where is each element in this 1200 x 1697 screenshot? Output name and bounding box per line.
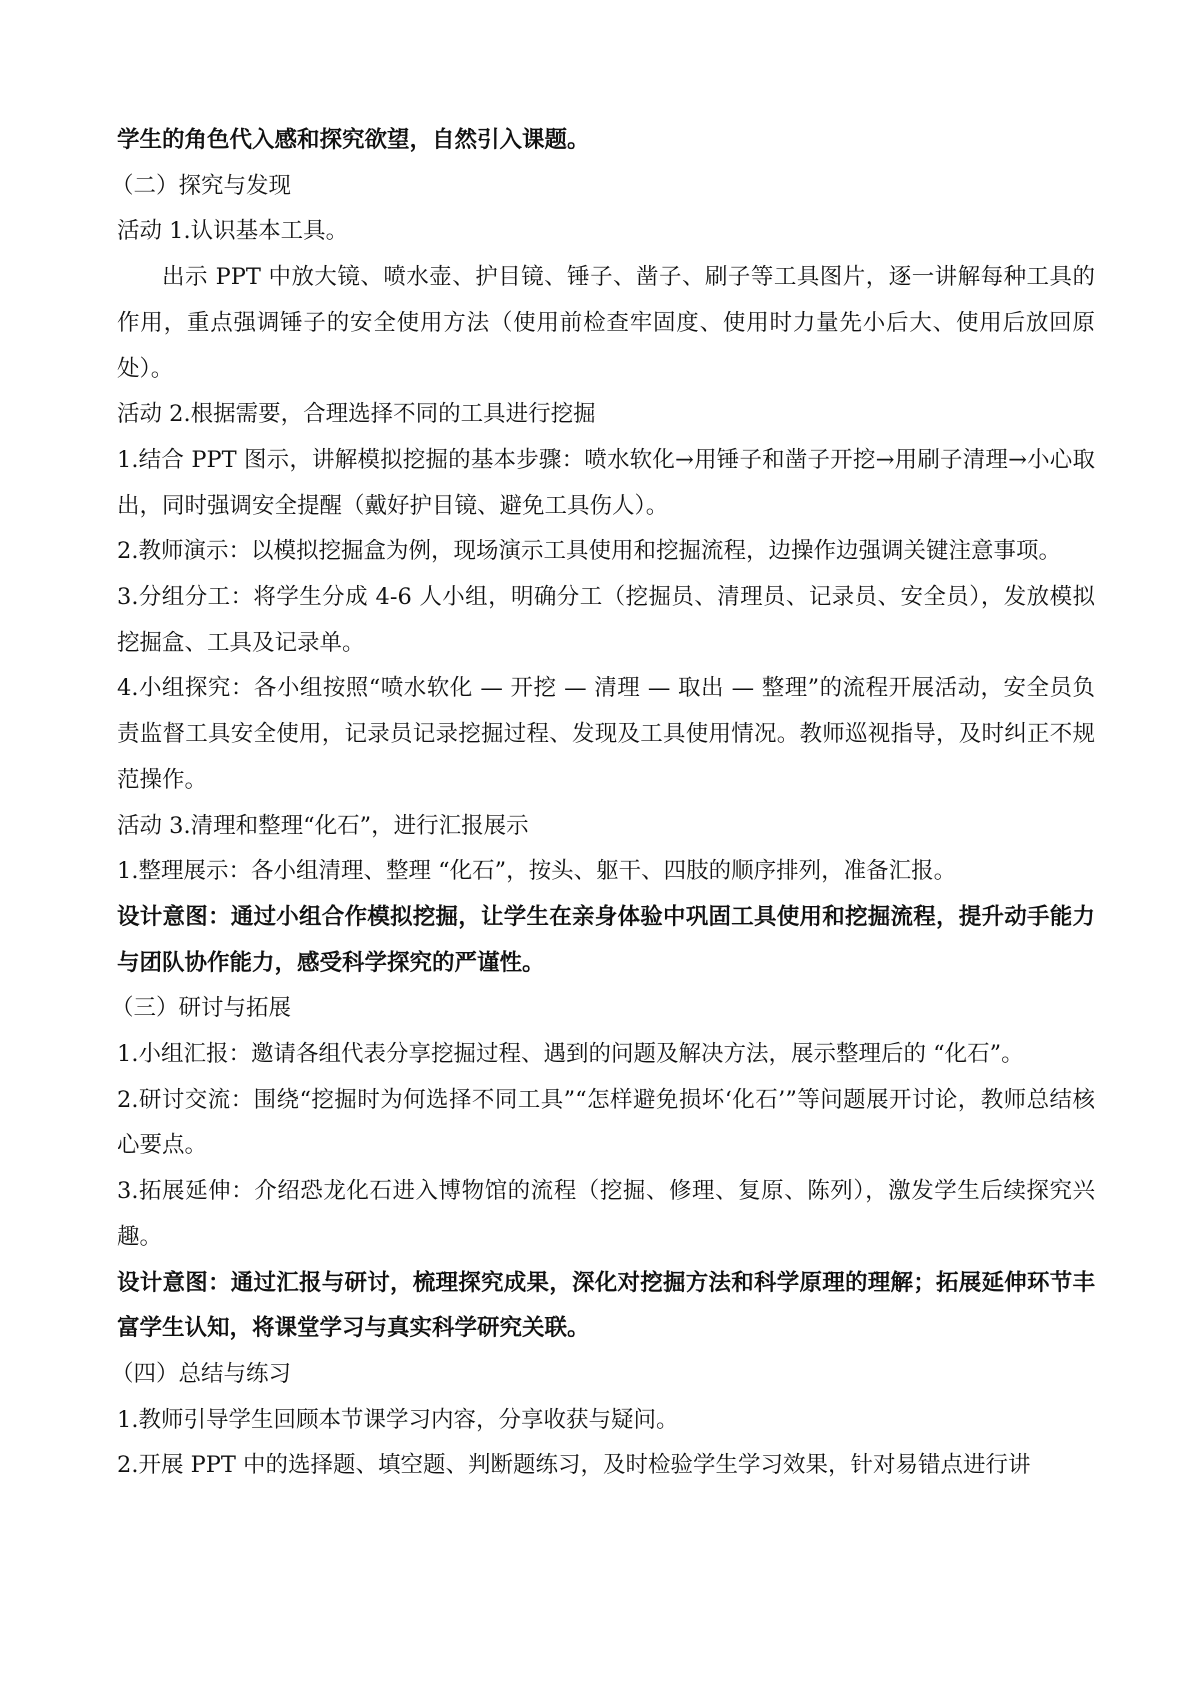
activity-3-step-1: 1.整理展示：各小组清理、整理 “化石”，按头、躯干、四肢的顺序排列，准备汇报。	[117, 858, 957, 885]
design-intent-discuss: 设计意图：通过汇报与研讨，梳理探究成果，深化对挖掘方法和科学原理的理解；拓展延伸环节丰富学生认知，将课堂学习与真实科学研究关联。	[117, 1269, 1095, 1342]
summary-step-1: 1.教师引导学生回顾本节课学习内容，分享收获与疑问。	[117, 1406, 679, 1433]
section-heading-summary: （四）总结与练习	[111, 1360, 292, 1387]
summary-step-2: 2.开展 PPT 中的选择题、填空题、判断题练习，及时检验学生学习效果，针对易错点进行讲	[117, 1452, 1031, 1479]
activity-1-title: 活动 1.认识基本工具。	[117, 218, 349, 245]
activity-2-step-1: 1.结合 PPT 图示，讲解模拟挖掘的基本步骤：喷水软化→用锤子和凿子开挖→用刷子清理→小心取出，同时强调安全提醒（戴好护目镜、避免工具伤人）。	[117, 446, 1095, 519]
section-heading-explore: （二）探究与发现	[111, 172, 292, 199]
activity-2-step-4: 4.小组探究：各小组按照“喷水软化 — 开挖 — 清理 — 取出 — 整理”的流程开展活动，安全员负责监督工具安全使用，记录员记录挖掘过程、发现及工具使用情况。教师巡视指导，及时纠正不规范操作。	[117, 675, 1095, 793]
design-intent-explore: 设计意图：通过小组合作模拟挖掘，让学生在亲身体验中巩固工具使用和挖掘流程，提升动手能力与团队协作能力，感受科学探究的严谨性。	[117, 903, 1095, 976]
design-intent-continuation: 学生的角色代入感和探究欲望，自然引入课题。	[117, 127, 590, 153]
activity-2-step-2: 2.教师演示：以模拟挖掘盒为例，现场演示工具使用和挖掘流程，边操作边强调关键注意事项。	[117, 538, 1061, 565]
activity-2-step-3: 3.分组分工：将学生分成 4-6 人小组，明确分工（挖掘员、清理员、记录员、安全员），发放模拟挖掘盒、工具及记录单。	[117, 584, 1095, 656]
discuss-step-3: 3.拓展延伸：介绍恐龙化石进入博物馆的流程（挖掘、修理、复原、陈列），激发学生后续探究兴趣。	[117, 1178, 1095, 1250]
activity-3-title: 活动 3.清理和整理“化石”，进行汇报展示	[117, 812, 529, 839]
discuss-step-2: 2.研讨交流：围绕“挖掘时为何选择不同工具”“怎样避免损坏‘化石’”等问题展开讨论，教师总结核心要点。	[117, 1086, 1095, 1159]
document-body	[111, 118, 1095, 1489]
discuss-step-1: 1.小组汇报：邀请各组代表分享挖掘过程、遇到的问题及解决方法，展示整理后的 “化石”。	[117, 1041, 1024, 1068]
activity-1-body: 出示 PPT 中放大镜、喷水壶、护目镜、锤子、凿子、刷子等工具图片，逐一讲解每种工具的作用，重点强调锤子的安全使用方法（使用前检查牢固度、使用时力量先小后大、使用后放回原处）。	[117, 264, 1095, 382]
section-heading-discuss: （三）研讨与拓展	[111, 995, 292, 1022]
activity-2-title: 活动 2.根据需要，合理选择不同的工具进行挖掘	[117, 401, 596, 428]
